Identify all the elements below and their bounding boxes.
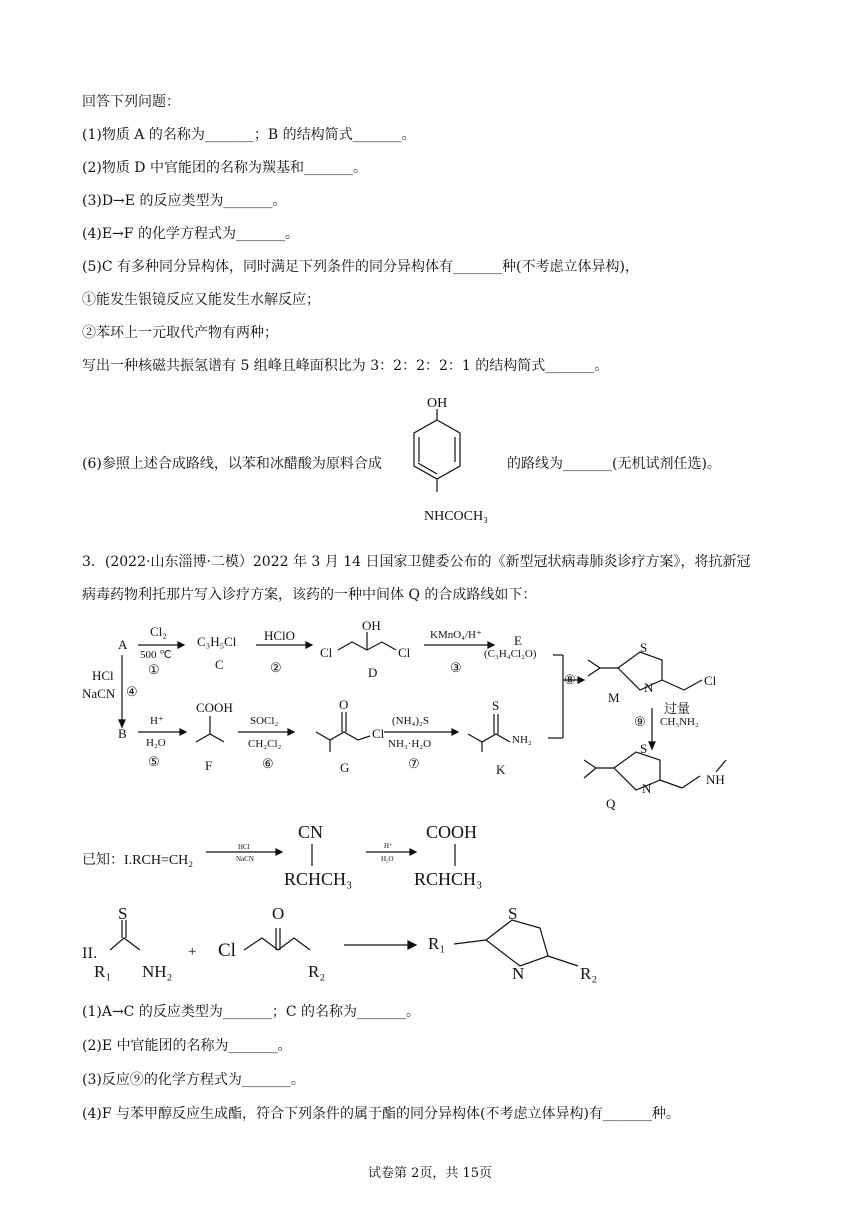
structure-D [338,632,396,650]
page-footer: 试卷第 2页，共 15页 [367,1166,493,1181]
label-Q: Q [606,796,616,811]
m-nitrogen: N [644,680,654,695]
known-I-reagent-hcl: HCl [238,843,250,851]
q2-part5-nmr: 写出一种核磁共振氢谱有 5 组峰且峰面积比为 3：2：2：2：1 的结构简式_______。 [82,358,609,374]
q-nitrogen: N [642,781,652,796]
step-2: ② [270,660,282,675]
nhcoch3-group: NHCOCH₃ [424,509,488,524]
known-II-product-r2: R₂ [580,964,598,983]
known-II-oxygen: O [272,904,285,923]
known-I-reagent-nacn: NaCN [236,855,254,863]
k-sulfur: S [492,698,500,713]
known-I-reagent-h2o: H₂O [381,855,394,863]
g-oxygen: O [339,697,349,712]
reagent-500c: 500 ℃ [140,649,172,661]
q2-part5: (5)C 有多种同分异构体，同时满足下列条件的同分异构体有_______种(不考虑立体异构)， [82,259,639,275]
reagent-excess: 过量 [664,701,691,716]
known-II-product-sulfur: S [508,904,518,923]
q-sulfur: S [640,741,648,756]
m-sulfur: S [640,640,648,655]
oh-group: OH [427,396,448,411]
reagent-nh4s: (NH₄)₂S [392,715,430,727]
known-II-plus: + [188,944,197,960]
label-B: B [118,726,127,741]
reagent-h2o: H₂O [146,737,166,749]
q2-part6-b: 的路线为_______(无机试剂任选)。 [507,456,721,472]
q3-part4: (4)F 与苯甲醇反应生成酯，符合下列条件的属于酯的同分异构体(不考虑立体异构)有_______种。 [82,1106,680,1122]
reagent-socl2: SOCl₂ [250,715,279,727]
reagent-hcl: HCl [92,668,114,683]
d-cl-right: Cl [398,645,411,660]
step-9: ⑨ [634,714,646,729]
q3-part1: (1)A→C 的反应类型为_______；C 的名称为_______。 [82,1004,420,1020]
step-3: ③ [450,660,462,675]
q2-part2: (2)物质 D 中官能团的名称为羰基和_______。 [82,160,367,176]
structure-F [196,734,224,742]
known-I-rchch3-a: RCHCH₃ [284,869,353,889]
step-5: ⑤ [148,754,160,769]
known-I-cn: CN [298,822,324,842]
known-I-label: 已知：I.RCH=CH₂ [82,853,194,868]
known-I-reagent-hplus: H⁺ [384,842,393,850]
reagent-ch2cl2: CH₂Cl₂ [248,738,282,750]
label-A: A [118,637,128,652]
step-7: ⑦ [408,756,420,771]
q2-part6-a: (6)参照上述合成路线，以苯和冰醋酸为原料合成 [82,456,382,472]
known-II-product [454,920,578,966]
step-4: ④ [126,684,138,699]
reagent-h-plus: H⁺ [150,715,164,727]
reagent-nacn: NaCN [82,686,116,701]
known-II-product-r1: R₁ [428,934,446,953]
known-II-product-nitrogen: N [512,964,525,983]
q2-part4: (4)E→F 的化学方程式为_______。 [82,226,299,242]
known-II-reactant-2 [244,928,310,950]
f-cooh: COOH [196,700,233,715]
q3-heading-line2: 病毒药物利托那片写入诊疗方案，该药的一种中间体 Q 的合成路线如下： [82,587,537,603]
known-I-cooh: COOH [426,822,478,842]
known-II-nh2: NH₂ [142,962,173,981]
reagent-ch3nh2: CH₃NH₂ [660,716,699,728]
g-chlorine: Cl [372,726,385,741]
q2-condition-1: ①能发生银镜反应又能发生水解反应； [82,292,320,308]
formula-c3h5cl: C₃H₅Cl [197,634,237,649]
label-F: F [205,758,213,773]
known-II-reactant-1 [110,920,140,950]
q-nh: NH [706,772,725,787]
scheme-arrows [119,642,655,749]
q3-part2: (2)E 中官能团的名称为_______。 [82,1038,292,1054]
q2-part1: (1)物质 A 的名称为_______；B 的结构简式_______。 [82,127,416,143]
label-C: C [215,657,224,672]
q2-part3: (3)D→E 的反应类型为_______。 [82,193,287,209]
reagent-kmno4: KMnO₄/H⁺ [430,629,482,641]
q2-intro: 回答下列问题： [82,94,180,110]
step-6: ⑥ [262,756,274,771]
formula-E: (C₃H₄Cl₂O) [484,648,537,660]
label-D: D [368,665,378,680]
known-II-r1: R₁ [94,962,112,981]
m-chlorine: Cl [704,673,717,688]
step-8: ⑧ [564,672,576,687]
benzene-ring-paracetamol [414,409,460,492]
known-II-cl: Cl [218,940,236,961]
known-II-label: II. [82,946,98,962]
label-M: M [608,690,620,705]
reagent-cl2: Cl₂ [150,624,167,639]
q3-heading-line1: 3．(2022·山东淄博·二模）2022 年 3 月 14 日国家卫健委公布的《新型冠状病毒肺炎诊疗方案》，将抗新冠 [82,554,751,570]
label-G: G [340,760,350,775]
structure-Q [584,752,726,790]
q2-condition-2: ②苯环上一元取代产物有两种； [82,325,278,341]
q3-part3: (3)反应⑨的化学方程式为_______。 [82,1072,305,1088]
reagent-hclo: HClO [264,628,296,643]
label-E: E [514,633,522,648]
structure-K [468,714,510,752]
k-nh2: NH₂ [512,734,532,746]
known-II-r2: R₂ [308,962,326,981]
label-K: K [496,762,506,777]
known-I-rchch3-b: RCHCH₃ [414,869,483,889]
d-cl-left: Cl [320,645,333,660]
known-II-sulfur: S [118,904,128,923]
step-1: ① [148,662,160,677]
d-oh: OH [362,618,381,633]
structure-G [316,712,370,752]
reagent-nh3h2o: NH₃·H₂O [388,738,432,750]
